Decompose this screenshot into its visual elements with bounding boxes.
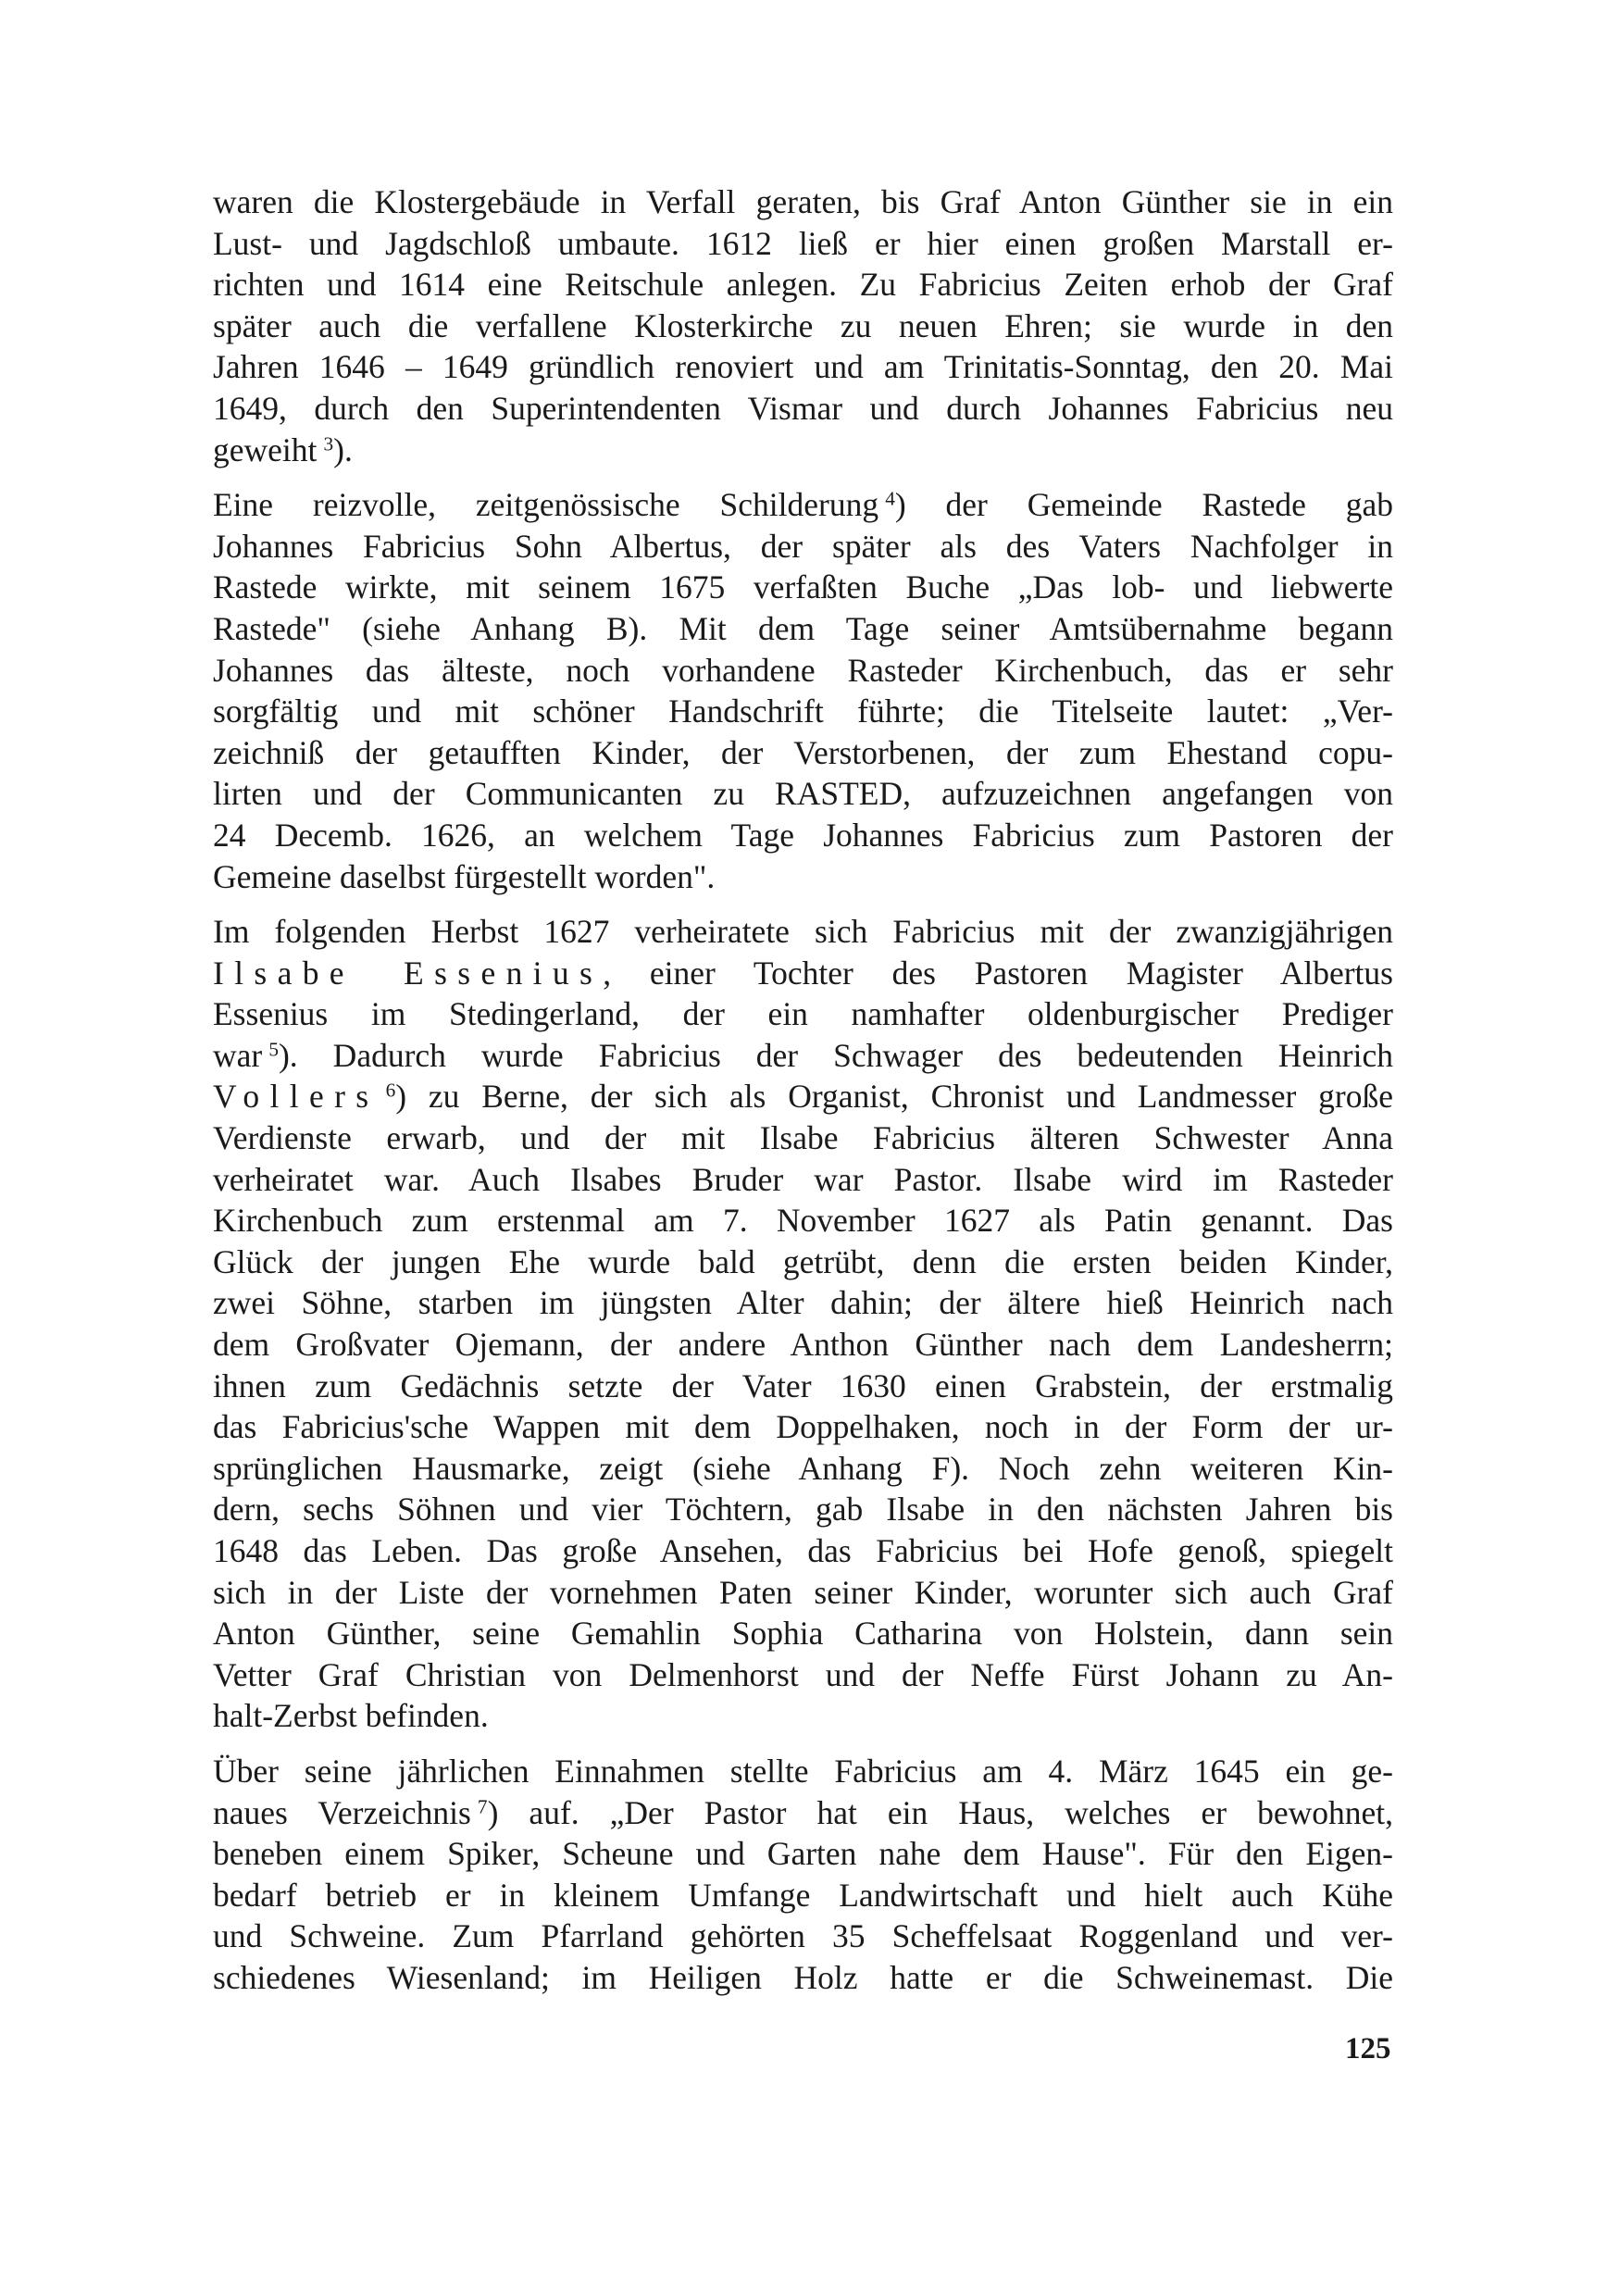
spaced-name: Vollers [213,1078,380,1116]
footnote-ref: 6 [385,1079,396,1102]
text-line: Im folgenden Herbst 1627 verheiratete sich Fabricius mit der zwanzigjährigen [213,913,1393,951]
text-line: Verdienste erwarb, und der mit Ilsabe Fabricius älteren Schwester Anna [213,1119,1393,1157]
text-line: bedarf betrieb er in kleinem Umfange Landwirtschaft und hielt auch Kühe [213,1876,1393,1914]
footnote-ref: 7 [477,1794,488,1817]
text-line: Vetter Graf Christian von Delmenhorst und der Neffe Fürst Johann zu An- [213,1655,1393,1693]
text-line: Johannes Fabricius Sohn Albertus, der später als des Vaters Nachfolger in [213,527,1393,565]
text-line: Johannes das älteste, noch vorhandene Rasteder Kirchenbuch, das er sehr [213,651,1393,689]
text-line: Jahren 1646 – 1649 gründlich renoviert und am Trinitatis-Sonntag, den 20. Mai [213,348,1393,386]
paragraph-4 [213,1751,1393,1999]
text-line: und Schweine. Zum Pfarrland gehörten 35 Scheffelsaat Roggenland und ver- [213,1917,1393,1955]
text-line: Essenius im Stedingerland, der ein namhafter oldenburgischer Prediger [213,995,1393,1033]
text-line: Anton Günther, seine Gemahlin Sophia Catharina von Holstein, dann sein [213,1615,1393,1653]
text-segment: ). [333,430,353,468]
text-line [213,1035,1393,1077]
text-segment: geweiht [213,430,318,468]
text-line: Glück der jungen Ehe wurde bald getrübt, denn die ersten beiden Kinder, [213,1242,1393,1280]
text-segment: Eine reizvolle, zeitgenössische Schilderung [213,486,879,524]
paragraph-3 [213,911,1393,1737]
text-line: sprünglichen Hausmarke, zeigt (siehe Anhang F). Noch zehn weiteren Kin- [213,1449,1393,1487]
text-segment: ) der Gemeinde Rastede gab [894,486,1393,524]
text-line: Kirchenbuch zum erstenmal am 7. November 1627 als Patin genannt. Das [213,1202,1393,1240]
text-line: 1648 das Leben. Das große Ansehen, das Fabricius bei Hofe genoß, spiegelt [213,1532,1393,1569]
footnote-ref: 3 [323,431,334,455]
text-line: lirten und der Communicanten zu RASTED, aufzuzeichnen angefangen von [213,775,1393,813]
text-line: schiedenes Wiesenland; im Heiligen Holz hatte er die Schweinemast. Die [213,1958,1393,1996]
text-line: waren die Klostergebäude in Verfall geraten, bis Graf Anton Günther sie in ein [213,183,1393,220]
footnote-ref: 4 [885,487,895,510]
text-line: sorgfältig und mit schöner Handschrift führte; die Titelseite lautet: „Ver- [213,693,1393,730]
text-line: das Fabricius'sche Wappen mit dem Doppelhaken, noch in der Form der ur- [213,1408,1393,1446]
text-line [213,484,1393,526]
text-line: 24 Decemb. 1626, an welchem Tage Johannes Fabricius zum Pastoren der [213,816,1393,854]
text-line: verheiratet war. Auch Ilsabes Bruder war Pastor. Ilsabe wird im Rasteder [213,1160,1393,1198]
text-line: 1649, durch den Superintendenten Vismar und durch Johannes Fabricius neu [213,389,1393,427]
text-line: sich in der Liste der vornehmen Paten seiner Kinder, worunter sich auch Graf [213,1573,1393,1611]
paragraph-1 [213,181,1393,470]
text-line: später auch die verfallene Klosterkirche zu neuen Ehren; sie wurde in den [213,306,1393,344]
text-line: beneben einem Spiker, Scheune und Garten nahe dem Hause". Für den Eigen- [213,1835,1393,1873]
text-segment: ) zu Berne, der sich als Organist, Chronist und Landmesser große [395,1078,1393,1116]
text-line: zeichniß der getaufften Kinder, der Verstorbenen, der zum Ehestand copu- [213,733,1393,771]
paragraph-2 [213,484,1393,897]
text-line: Rastede" (siehe Anhang B). Mit dem Tage seiner Amtsübernahme begann [213,609,1393,647]
text-segment: war [213,1036,263,1074]
text-line [213,1076,1393,1117]
page-body [213,181,1393,1999]
text-line: Gemeine daselbst fürgestellt worden". [213,857,716,895]
text-segment: naues Verzeichnis [213,1793,471,1831]
text-segment: ). Dadurch wurde Fabricius der Schwager des bedeutenden Heinrich [278,1036,1393,1074]
text-line: ihnen zum Gedächnis setzte der Vater 1630 einen Grabstein, der erstmalig [213,1366,1393,1404]
text-line: halt-Zerbst befinden. [213,1697,489,1735]
text-line [213,953,1393,994]
page-number: 125 [1345,2032,1391,2065]
text-line [213,1792,1393,1834]
spaced-name: Ilsabe Essenius [213,954,604,992]
text-line: Lust- und Jagdschloß umbaute. 1612 ließ er hier einen großen Marstall er- [213,224,1393,262]
text-line: zwei Söhne, starben im jüngsten Alter dahin; der ältere hieß Heinrich nach [213,1284,1393,1322]
text-line: dem Großvater Ojemann, der andere Anthon Günther nach dem Landesherrn; [213,1326,1393,1364]
text-segment: , einer Tochter des Pastoren Magister Albertus [603,954,1393,992]
text-line: Rastede wirkte, mit seinem 1675 verfaßten Buche „Das lob- und liebwerte [213,568,1393,606]
text-line [213,430,1393,471]
text-line: richten und 1614 eine Reitschule anlegen. Zu Fabricius Zeiten erhob der Graf [213,266,1393,304]
text-line: Über seine jährlichen Einnahmen stellte Fabricius am 4. März 1645 ein ge- [213,1752,1393,1790]
text-line: dern, sechs Söhnen und vier Töchtern, gab Ilsabe in den nächsten Jahren bis [213,1491,1393,1529]
text-segment: ) auf. „Der Pastor hat ein Haus, welches er bewohnet, [487,1793,1393,1831]
footnote-ref: 5 [268,1038,279,1061]
